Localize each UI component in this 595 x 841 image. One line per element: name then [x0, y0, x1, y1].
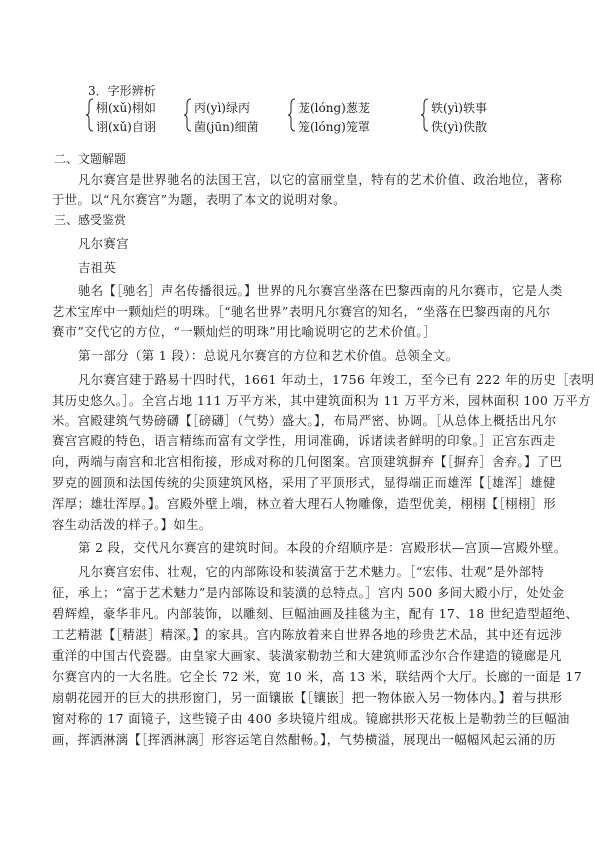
glyph-pair [421, 98, 541, 134]
glyph-pair-bottom: 佚(yì)佚散 [431, 120, 487, 134]
body-line: 米。宫殿建筑气势磅礴【［磅礴］（气势）盛大。】，布局严密、协调。［从总体上概括出凡尔 [52, 414, 557, 428]
glyph-pair [184, 98, 304, 134]
body-line: 画，挥洒淋漓【［挥洒淋漓］形容运笔自然酣畅。】，气势横溢，展现出一幅幅风起云涌的历 [52, 733, 557, 747]
body-line: 赛市”交代它的方位，“一颗灿烂的明珠”用比喻说明它的艺术价值。］ [52, 325, 436, 339]
body-line: 容生动活泼的样子。】如生。 [52, 518, 212, 532]
body-line: 重洋的中国古代瓷器。由皇家大画家、装潢家勒勃兰和大建筑师孟沙尔合作建造的镜廊是凡 [52, 649, 562, 663]
body-line: 凡尔赛宫建于路易十四时代，1661 年动土，1756 年竣工，至今已有 222 年的历史［表明 [78, 373, 595, 387]
body-line: 凡尔赛宫宏伟、壮观，它的内部陈设和装潢富于艺术魅力。［“宏伟、壮观”是外部特 [78, 565, 545, 579]
brace-icon [86, 98, 94, 132]
body-line: 第一部分（第 1 段）：总说凡尔赛宫的方位和艺术价值。总领全文。 [78, 349, 459, 363]
body-line: 扇朝花园开的巨大的拱形窗门，另一面镶嵌【［镶嵌］把一物体嵌入另一物体内。】着与拱形 [52, 691, 563, 705]
body-line: 于世。以“凡尔赛宫”为题，表明了本文的说明对象。 [52, 193, 346, 207]
brace-icon [288, 98, 296, 132]
section-heading: 二、文题解题 [54, 152, 127, 166]
body-line: 罗克的圆顶和法国传统的尖顶建筑风格，采用了平顶形式，显得端正而雄浑【［雄浑］雄健 [52, 476, 556, 490]
brace-icon [184, 98, 192, 132]
body-line: 驰名【［驰名］声名传播很远。】世界的凡尔赛宫坐落在巴黎西南的凡尔赛市，它是人类 [78, 284, 563, 298]
section-3-title: 3．字形辨析 [88, 84, 156, 98]
brace-icon [421, 98, 429, 132]
glyph-pair [288, 98, 408, 134]
article-author: 吉祖英 [78, 261, 117, 275]
body-line: 向，两端与南宫和北宫相衔接，形成对称的几何图案。宫顶建筑摒弃【［摒弃］舍弃。】了巴 [52, 455, 563, 469]
glyph-pair-top: 栩(xǔ)栩如 [96, 101, 156, 115]
body-line: 工艺精湛【［精湛］精深。】的家具。宫内陈放着来自世界各地的珍贵艺术品，其中还有远涉 [52, 628, 563, 642]
body-line: 窗对称的 17 面镜子，这些镜子由 400 多块镜片组成。镜廊拱形天花板上是勒勃兰的巨幅油 [52, 712, 570, 726]
body-line: 艺术宝库中一颗灿烂的明珠。［“驰名世界”表明凡尔赛宫的知名，“坐落在巴黎西南的凡尔 [52, 305, 551, 319]
glyph-pair-top: 丙(yì)绿丙 [194, 101, 250, 115]
body-line: 其历史悠久。］。全宫占地 111 万平方米，其中建筑面积为 11 万平方米，园林面积 100 万平方 [52, 394, 591, 408]
body-line: 征，承上；“富于艺术魅力”是内部陈设和装潢的总特点。］宫内 500 多间大殿小厅，处处金 [52, 586, 565, 600]
body-line: 凡尔赛宫是世界驰名的法国王宫，以它的富丽堂皇，特有的艺术价值、政治地位，著称 [78, 173, 563, 187]
body-line: 赛宫宫殿的特色，语言精练而富有文学性，用词准确，诉诸读者鲜明的印象。］正宫东西走 [52, 434, 556, 448]
article-title: 凡尔赛宫 [78, 237, 129, 251]
glyph-pair-bottom: 诩(xǔ)自诩 [96, 120, 156, 134]
glyph-pair-bottom: 笼(lóng)笼罩 [298, 120, 370, 134]
glyph-pair-bottom: 菌(jūn)细菌 [194, 120, 259, 134]
glyph-pair-top: 轶(yì)轶事 [431, 101, 487, 115]
glyph-pair-top: 茏(lóng)葱茏 [298, 101, 370, 115]
body-line: 第 2 段，交代凡尔赛宫的建筑时间。本段的介绍顺序是：宫殿形状—宫顶—宫殿外壁。 [78, 541, 567, 555]
body-line: 浑厚；雄壮浑厚。】。宫殿外壁上端，林立着大理石人物雕像，造型优美，栩栩【［栩栩］形 [52, 497, 557, 511]
section-heading: 三、感受鉴赏 [54, 213, 127, 227]
body-line: 碧辉煌，豪华非凡。内部装饰，以雕刻、巨幅油画及挂毯为主，配有 17、18 世纪造型超绝、 [52, 607, 579, 621]
body-line: 尔赛宫内的一大名胜。它全长 72 米，宽 10 米，高 13 米，联结两个大厅。长廊的一面是 17 [52, 670, 583, 684]
